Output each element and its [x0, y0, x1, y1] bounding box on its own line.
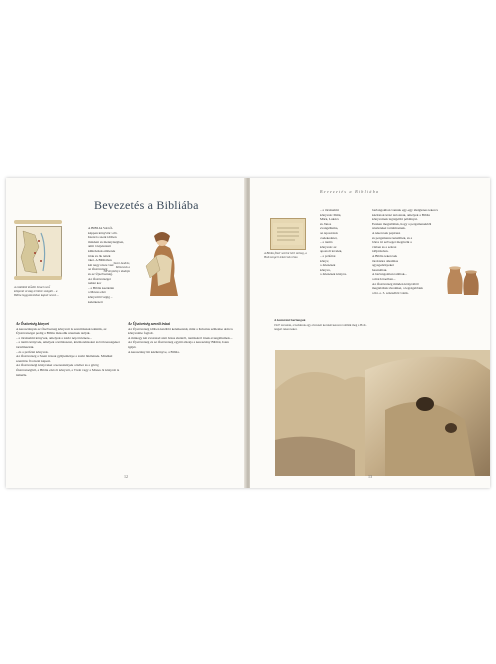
text-line: a Jelenések — [320, 263, 336, 268]
scroll-roll-top — [14, 220, 62, 224]
body-column-right — [128, 322, 236, 354]
cliff-photo-icon — [275, 350, 490, 476]
book-spread — [6, 178, 490, 488]
scroll-illustration — [270, 218, 306, 250]
text-line: tárolására alkalmas — [372, 258, 399, 263]
intro-line: és az Újszövetség. — [88, 271, 113, 276]
jar-icon — [444, 260, 484, 300]
text-line: barlangokban vannak egy-egy ideiglenes tekercs — [372, 208, 438, 212]
intro-line: Az Ószövetséget — [88, 276, 111, 281]
text-line: cselekedetei, — [320, 235, 338, 240]
text-line: a Kr. e. 3. századból valók. — [372, 290, 409, 295]
paragraph: Az Újszövetség időben későbbi keletkezésű, mint a Krisztus születése után is könyvekbe foglalt. — [128, 326, 233, 336]
intro-line: képpen könyvtár: elő. — [88, 230, 118, 235]
text-line: időjárásban. — [372, 249, 389, 254]
intro-line: nehéz kor — [88, 281, 102, 286]
text-line: részleteket tartalmaznak. — [372, 226, 406, 231]
text-line: és pergamenre készültek, és a — [372, 235, 413, 240]
text-line: – a tanító — [320, 240, 333, 245]
text-line: kéziratok közé tartoznak, amelyek a Biblia — [372, 212, 430, 217]
moses-figure-illustration — [132, 226, 186, 300]
paragraph: Az Újszövetség és az Ószövetség együtt alkotja a keresztény Bibliát, Isten igéjét. — [128, 340, 229, 349]
intro-line: az Ószövetség — [88, 267, 108, 272]
intro-line: írtak és ők tették — [88, 253, 111, 258]
intro-line: Istent is szent időben — [88, 235, 117, 240]
page-number: 12 — [124, 474, 128, 479]
intro-line: keletkezett — [88, 299, 103, 304]
text-line: és János — [320, 221, 332, 226]
running-head: Bevezetés a Bibliába — [320, 189, 380, 194]
paragraph: – a történelmi könyvek, amelyek a zsidó nép története... — [16, 335, 92, 340]
paragraph: A keresztények az Ószövetség könyveit is szentírásnak tekintik, az Újszövetséget pedig a Biblia második részének tartják. — [16, 326, 107, 336]
text-line: megtaláltak töredéket, a legrégebbiek — [372, 286, 423, 291]
section-heading: Az Ószövetség könyvei — [16, 322, 50, 326]
text-line: – a történelmi — [320, 208, 339, 212]
figure-caption: Szent András, Mózesnek a Törvénykönyv átadója — [103, 261, 130, 273]
text-line: Ezeken megtaláltuk, hogy a pergamenekből — [372, 221, 432, 226]
paragraph: – a tanító könyvek, amelyek a költészetet, közmondásokat és bölcsességeket tartalmazzák. — [16, 340, 120, 349]
left-page — [6, 178, 246, 488]
paragraph: Az Ószövetségi könyveket a keresztények a héber és a görög Ószövetségből, a Biblia első öt könyvét, a Tórát vagy a Mózes öt könyvét is ismerik. — [16, 363, 120, 377]
page-number: 13 — [368, 474, 372, 479]
page-title: Bevezetés a Bibliába — [94, 198, 199, 212]
intro-line: – a Biblia kezdetén — [88, 285, 115, 290]
paragraph: A keresztény hit kézikönyve, a Biblia. — [128, 349, 180, 354]
scroll-roll-bottom — [14, 276, 62, 280]
text-line: vízben és a száraz — [372, 244, 397, 249]
text-column-1 — [320, 208, 364, 277]
photo-caption: 1947 tavaszán, a beduinok egy elveszett kecskét keresve találták meg a Holt-tengeri tekercseket. — [274, 323, 367, 331]
map-caption: A zsidóktól kiűzött Israel nevű központi ország területe szolgált – a Biblia leggyakrabban kapott nevek ... — [14, 285, 59, 297]
text-line: használtak. — [372, 267, 388, 272]
text-line: apostoli levelek, — [320, 249, 343, 254]
map-illustration — [16, 226, 62, 278]
text-line: az Apostolok — [320, 230, 338, 235]
paragraph: – és a prófétai könyvek. — [16, 349, 49, 354]
text-line: könyvek: az — [320, 244, 337, 249]
text-line: evangéliuma, — [320, 226, 339, 231]
text-line: a mai Izraelben... — [372, 276, 396, 281]
photo-caption-heading: A kumráni barlangok — [274, 318, 306, 322]
body-column-left — [16, 322, 120, 377]
intro-line: őket. A Bibliában — [88, 258, 112, 263]
scroll-caption: A Biblia füzér szerint leírt szöveg, a Holt-tengeri tekercsek része. — [264, 251, 307, 259]
intro-line: kihirdettek emberek — [88, 248, 116, 253]
intro-line: amit ő kijelentett — [88, 244, 111, 249]
text-line: a Jelenések könyve. — [320, 272, 348, 277]
map-icon — [17, 227, 61, 277]
section-heading: Az Újszövetség szerzői írásai — [128, 322, 171, 326]
text-line: Az Ószövetség minden könyvéből — [372, 281, 419, 286]
text-line: A barlangokban találtak... — [372, 272, 407, 277]
scroll-icon — [271, 219, 305, 249]
right-page — [250, 178, 490, 488]
clay-jars-illustration — [444, 260, 484, 300]
intro-line: könyvétől végig – — [88, 294, 113, 299]
paragraph: Az Ószövetség a Szent írások gyűjteménye a zsidó hitéletnek. Mindkét szentírás fő részét képezi. — [16, 354, 113, 363]
text-line: A Biblia tekercsek — [372, 253, 398, 258]
figure-icon — [132, 226, 186, 300]
text-line: – a prófétai — [320, 253, 336, 258]
text-line: Márk, Lukács — [320, 217, 339, 222]
intro-line: két nagy része van: — [88, 262, 115, 267]
text-line: bőrre írt szöveget megőrzik a — [372, 240, 412, 245]
text-line: könyveinek legrégebbi példányai. — [372, 217, 418, 222]
intro-line: mindent és mennyiségben, — [88, 239, 125, 244]
text-line: könyve, — [320, 267, 331, 272]
text-line: könyv, — [320, 258, 330, 263]
text-line: agyagedényeket — [372, 263, 394, 268]
paragraph: A mintegy két évszázad alatt Jézus életéről, tanításáról írnak evangéliumok... — [128, 335, 233, 340]
text-line: A tekercsek papirusz — [372, 230, 401, 235]
intro-line: a Mózes első — [88, 290, 106, 295]
text-line: könyvek: Máté, — [320, 212, 342, 217]
intro-line: A BIBLIA VALÓ- — [88, 226, 114, 230]
qumran-caves-photo — [275, 350, 490, 476]
